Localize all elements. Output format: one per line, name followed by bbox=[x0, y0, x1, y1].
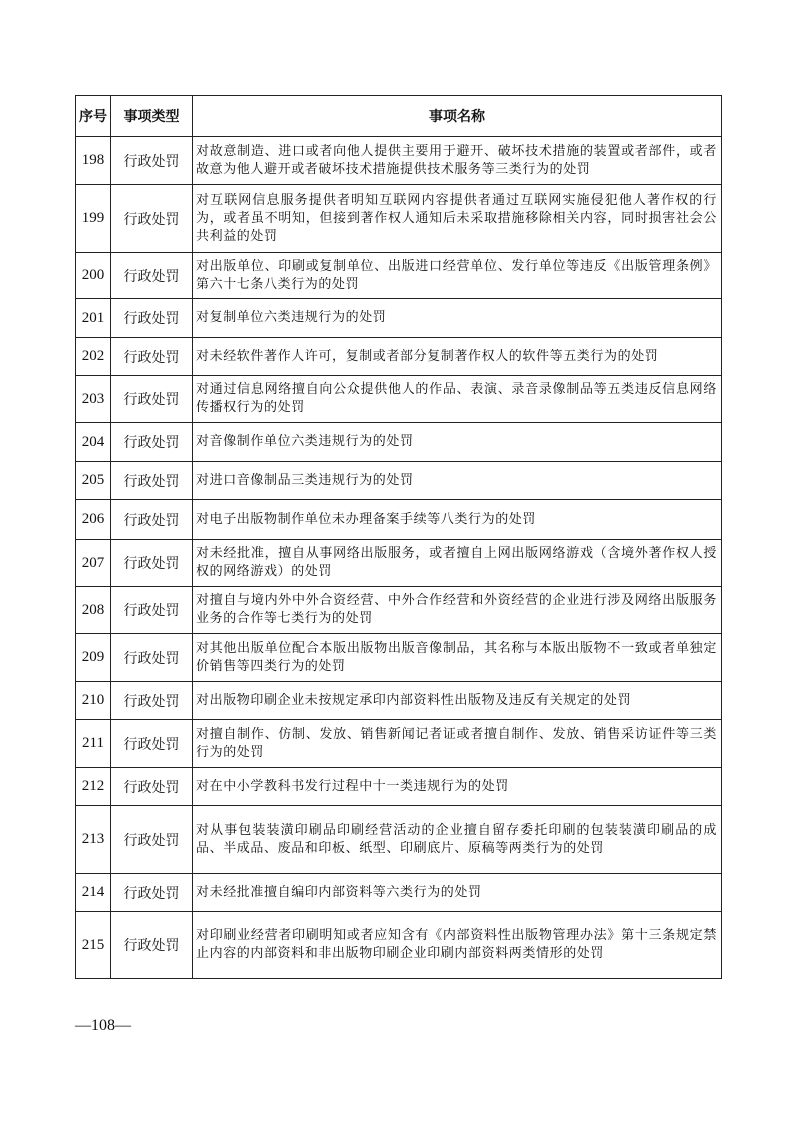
row-no: 211 bbox=[76, 720, 111, 768]
row-type: 行政处罚 bbox=[111, 462, 193, 500]
row-name: 对从事包装装潢印刷品印刷经营活动的企业擅自留存委托印刷的包装装潢印刷品的成品、半成品、废品和印板、纸型、印刷底片、原稿等两类行为的处罚 bbox=[193, 806, 722, 874]
table-row bbox=[76, 338, 722, 376]
row-type: 行政处罚 bbox=[111, 634, 193, 682]
table-row bbox=[76, 912, 722, 979]
row-no: 207 bbox=[76, 540, 111, 587]
items-table bbox=[75, 95, 722, 979]
row-no: 210 bbox=[76, 682, 111, 720]
row-type: 行政处罚 bbox=[111, 587, 193, 634]
row-name: 对进口音像制品三类违规行为的处罚 bbox=[193, 462, 722, 500]
table-row bbox=[76, 768, 722, 806]
row-no: 208 bbox=[76, 587, 111, 634]
table-row bbox=[76, 500, 722, 540]
row-type: 行政处罚 bbox=[111, 423, 193, 462]
row-name: 对在中小学教科书发行过程中十一类违规行为的处罚 bbox=[193, 768, 722, 806]
table-row bbox=[76, 462, 722, 500]
row-name: 对复制单位六类违规行为的处罚 bbox=[193, 299, 722, 338]
row-no: 200 bbox=[76, 253, 111, 299]
row-type: 行政处罚 bbox=[111, 806, 193, 874]
row-no: 199 bbox=[76, 185, 111, 253]
row-type: 行政处罚 bbox=[111, 720, 193, 768]
row-no: 213 bbox=[76, 806, 111, 874]
table-row bbox=[76, 587, 722, 634]
row-no: 212 bbox=[76, 768, 111, 806]
row-type: 行政处罚 bbox=[111, 682, 193, 720]
row-name: 对互联网信息服务提供者明知互联网内容提供者通过互联网实施侵犯他人著作权的行为，或者虽不明知，但接到著作权人通知后未采取措施移除相关内容，同时损害社会公共利益的处罚 bbox=[193, 185, 722, 253]
row-type: 行政处罚 bbox=[111, 137, 193, 185]
table-row bbox=[76, 376, 722, 423]
table-row bbox=[76, 720, 722, 768]
row-no: 209 bbox=[76, 634, 111, 682]
header-no: 序号 bbox=[76, 96, 111, 137]
row-name: 对擅自制作、仿制、发放、销售新闻记者证或者擅自制作、发放、销售采访证件等三类行为的处罚 bbox=[193, 720, 722, 768]
row-name: 对电子出版物制作单位未办理备案手续等八类行为的处罚 bbox=[193, 500, 722, 540]
row-type: 行政处罚 bbox=[111, 185, 193, 253]
row-type: 行政处罚 bbox=[111, 912, 193, 979]
table-header-row bbox=[76, 96, 722, 137]
table-row bbox=[76, 806, 722, 874]
table-row bbox=[76, 253, 722, 299]
row-type: 行政处罚 bbox=[111, 540, 193, 587]
table-row bbox=[76, 423, 722, 462]
row-no: 206 bbox=[76, 500, 111, 540]
row-name: 对音像制作单位六类违规行为的处罚 bbox=[193, 423, 722, 462]
row-type: 行政处罚 bbox=[111, 299, 193, 338]
table-row bbox=[76, 137, 722, 185]
row-name: 对出版单位、印刷或复制单位、出版进口经营单位、发行单位等违反《出版管理条例》第六十七条八类行为的处罚 bbox=[193, 253, 722, 299]
row-type: 行政处罚 bbox=[111, 768, 193, 806]
row-no: 201 bbox=[76, 299, 111, 338]
row-type: 行政处罚 bbox=[111, 338, 193, 376]
row-no: 214 bbox=[76, 874, 111, 912]
row-name: 对未经批准擅自编印内部资料等六类行为的处罚 bbox=[193, 874, 722, 912]
row-type: 行政处罚 bbox=[111, 253, 193, 299]
row-name: 对印刷业经营者印刷明知或者应知含有《内部资料性出版物管理办法》第十三条规定禁止内容的内部资料和非出版物印刷企业印刷内部资料两类情形的处罚 bbox=[193, 912, 722, 979]
row-no: 204 bbox=[76, 423, 111, 462]
row-type: 行政处罚 bbox=[111, 874, 193, 912]
table-row bbox=[76, 634, 722, 682]
row-name: 对未经软件著作人许可，复制或者部分复制著作权人的软件等五类行为的处罚 bbox=[193, 338, 722, 376]
row-type: 行政处罚 bbox=[111, 500, 193, 540]
row-name: 对故意制造、进口或者向他人提供主要用于避开、破坏技术措施的装置或者部件，或者故意为他人避开或者破坏技术措施提供技术服务等三类行为的处罚 bbox=[193, 137, 722, 185]
table-row bbox=[76, 682, 722, 720]
row-name: 对通过信息网络擅自向公众提供他人的作品、表演、录音录像制品等五类违反信息网络传播权行为的处罚 bbox=[193, 376, 722, 423]
row-no: 205 bbox=[76, 462, 111, 500]
row-no: 202 bbox=[76, 338, 111, 376]
row-no: 198 bbox=[76, 137, 111, 185]
table-row bbox=[76, 874, 722, 912]
row-name: 对出版物印刷企业未按规定承印内部资料性出版物及违反有关规定的处罚 bbox=[193, 682, 722, 720]
table-row bbox=[76, 185, 722, 253]
row-no: 203 bbox=[76, 376, 111, 423]
row-name: 对其他出版单位配合本版出版物出版音像制品，其名称与本版出版物不一致或者单独定价销售等四类行为的处罚 bbox=[193, 634, 722, 682]
table-row bbox=[76, 299, 722, 338]
page-number: —108— bbox=[75, 1017, 131, 1034]
row-name: 对未经批准，擅自从事网络出版服务，或者擅自上网出版网络游戏（含境外著作权人授权的网络游戏）的处罚 bbox=[193, 540, 722, 587]
header-type: 事项类型 bbox=[111, 96, 193, 137]
header-name: 事项名称 bbox=[193, 96, 722, 137]
row-name: 对擅自与境内外中外合资经营、中外合作经营和外资经营的企业进行涉及网络出版服务业务的合作等七类行为的处罚 bbox=[193, 587, 722, 634]
row-type: 行政处罚 bbox=[111, 376, 193, 423]
table-row bbox=[76, 540, 722, 587]
row-no: 215 bbox=[76, 912, 111, 979]
